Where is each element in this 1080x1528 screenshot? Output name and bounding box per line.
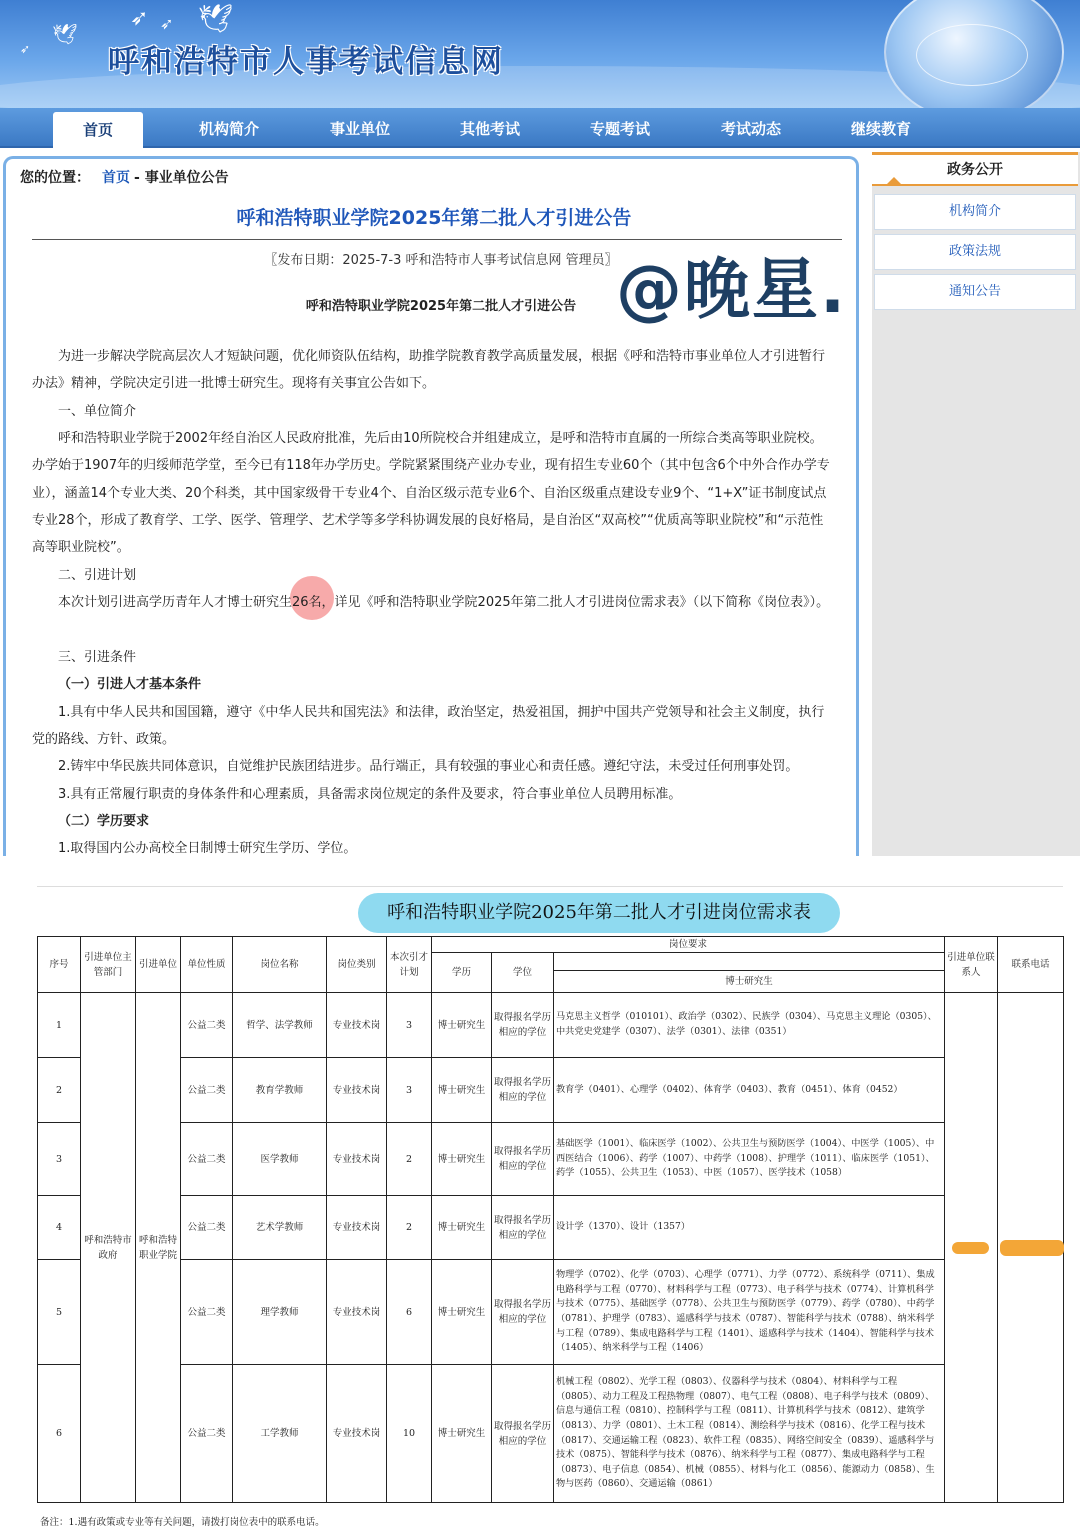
header-blank [554,953,945,971]
cell-majors: 基础医学（1001）、临床医学（1002）、公共卫生与预防医学（1004）、中医学（1005）、中西医结合（1006）、药学（1007）、中药学（1008）、护理学（1011）、临床医学（1051）、药学（1055）、公共卫生（1053）、中医（1057）、医学技术（1058） [554,1123,945,1196]
header-post: 岗位名称 [233,937,327,993]
cell-post: 艺术学教师 [233,1196,327,1260]
watermark: @晚星. [616,251,848,328]
subsection-heading: （二）学历要求 [58,814,150,829]
paragraph: 呼和浩特职业学院于2002年经自治区人民政府批准，先后由10所院校合并组建成立，是呼和浩特市直属的一所综合类高等职业院校。办学始于1907年的归绥师范学堂，至今已有118年办学历史。学院紧紧围绕产业办专业，现有招生专业60个（其中包含6个中外合作办学专业），涵盖14个专业大类、20个科类，其中国家级骨干专业4个、自治区级示范专业6个、自治区级重点建设专业9个、“1+X”证书制度试点专业28个，形成了教育学、工学、医学、管理学、艺术学等多学科协调发展的良好格局，是自治区“双高校”“优质高等职业院校”和“示范性高等职业院校”。 [32,431,830,556]
bird-icon: ➶ [20,42,31,56]
header-dept: 引进单位主管部门 [81,937,136,993]
paragraph: 2.铸牢中华民族共同体意识，自觉维护民族团结进步。品行端正，具有较强的事业心和责任感。遵纪守法，未受过任何刑事处罚。 [58,759,799,774]
nav-org-intro[interactable]: 机构简介 [198,120,259,138]
breadcrumb-label: 您的位置： [20,170,90,186]
header-degree: 学位 [492,953,554,993]
site-title: 呼和浩特市人事考试信息网 [108,44,504,80]
table-footnote: 备注：1.遇有政策或专业等有关问题，请拨打岗位表中的联系电话。 [40,1517,325,1528]
position-requirements-table [37,936,1064,1503]
cell-edu: 博士研究生 [432,1196,492,1260]
bird-icon: ➶ [160,14,174,33]
cell-no: 5 [38,1260,81,1365]
cell-no: 6 [38,1365,81,1503]
cell-majors: 教育学（0401）、心理学（0402）、体育学（0403）、教育（0451）、体育（0452） [554,1058,945,1123]
cell-nature: 公益二类 [181,1123,233,1196]
paragraph: 1.具有中华人民共和国国籍，遵守《中华人民共和国宪法》和法律，政治坚定，热爱祖国，拥护中国共产党领导和社会主义制度，执行党的路线、方针、政策。 [32,705,825,748]
cell-category: 专业技术岗 [327,1365,387,1503]
header-requirements: 岗位要求 [432,937,945,953]
header-nature: 单位性质 [181,937,233,993]
sidebar [872,152,1080,856]
paragraph: 本次计划引进高学历青年人才博士研究生26名，详见《呼和浩特职业学院2025年第二批人才引进岗位需求表》（以下简称《岗位表》）。 [58,595,830,610]
nav-other-exams[interactable]: 其他考试 [459,120,520,138]
cell-nature: 公益二类 [181,1058,233,1123]
paragraph: 1.取得国内公办高校全日制博士研究生学历、学位。 [58,841,357,856]
table-row [38,1196,1064,1260]
nav-continuing-edu[interactable]: 继续教育 [850,120,911,138]
table-title: 呼和浩特职业学院2025年第二批人才引进岗位需求表 [358,893,840,933]
dove-icon: 🕊 [198,2,234,35]
sidebar-item-notices[interactable]: 通知公告 [874,274,1076,310]
cell-category: 专业技术岗 [327,1196,387,1260]
main-nav [0,108,1080,148]
cell-nature: 公益二类 [181,1365,233,1503]
section-heading: 三、引进条件 [58,650,137,665]
nav-special-exams[interactable]: 专题考试 [589,120,650,138]
paragraph: 3.具有正常履行职责的身体条件和心理素质，具备需求岗位规定的条件及要求，符合事业单位人员聘用标准。 [58,787,682,802]
sidebar-item-org-intro[interactable]: 机构简介 [874,194,1076,230]
paragraph: 为进一步解决学院高层次人才短缺问题，优化师资队伍结构，助推学院教育教学高质量发展，根据《呼和浩特市事业单位人才引进暂行办法》精神，学院决定引进一批博士研究生。现将有关事宜公告如下。 [32,349,826,392]
cell-degree: 取得报名学历相应的学位 [492,1260,554,1365]
cell-degree: 取得报名学历相应的学位 [492,1365,554,1503]
cell-majors: 设计学（1370）、设计（1357） [554,1196,945,1260]
breadcrumb-home-link[interactable]: 首页 [102,170,130,186]
cell-category: 专业技术岗 [327,1260,387,1365]
redaction-mark [952,1242,989,1254]
cell-post: 理学教师 [233,1260,327,1365]
article-title: 呼和浩特职业学院2025年第二批人才引进公告 [236,207,632,229]
cell-count: 10 [387,1365,432,1503]
cell-count: 2 [387,1123,432,1196]
cell-majors: 机械工程（0802）、光学工程（0803）、仪器科学与技术（0804）、材料科学与工程（0805）、动力工程及工程热物理（0807）、电气工程（0808）、电子科学与技术（0809）、信息与通信工程（0810）、控制科学与工程（0811）、计算机科学与技术（0812）、建筑学（0813）、力学（0801）、土木工程（0814）、测绘科学与技术（0816）、化学工程与技术（0817）、交通运输工程（0823）、软件工程（0835）、网络空间安全（0839）、遥感科学与技术（0875）、智能科学与技术（0876）、纳米科学与工程（0877）、集成电路科学与工程（0873）、电子信息（0854）、机械（0855）、材料与化工（0856）、能源动力（0858）、生物与医药（0860）、交通运输（0861） [554,1365,945,1503]
table-row [38,1123,1064,1196]
section-heading: 二、引进计划 [58,568,137,583]
breadcrumb-current: 事业单位公告 [144,170,229,186]
sidebar-heading-label: 政务公开 [947,162,1003,178]
sidebar-item-policy[interactable]: 政策法规 [874,234,1076,270]
cell-edu: 博士研究生 [432,1365,492,1503]
header-no: 序号 [38,937,81,993]
header-contact: 引进单位联系人 [945,937,998,993]
cell-count: 6 [387,1260,432,1365]
cell-post: 医学教师 [233,1123,327,1196]
header-phd: 博士研究生 [554,971,945,993]
cell-degree: 取得报名学历相应的学位 [492,1123,554,1196]
cell-nature: 公益二类 [181,1196,233,1260]
globe-icon [884,0,1064,108]
site-banner [0,0,1080,108]
cell-edu: 博士研究生 [432,993,492,1058]
cell-no: 2 [38,1058,81,1123]
cell-count: 2 [387,1196,432,1260]
cell-no: 4 [38,1196,81,1260]
cell-no: 3 [38,1123,81,1196]
table-row [38,1058,1064,1123]
cell-unit: 呼和浩特职业学院 [136,993,181,1503]
nav-public-institutions[interactable]: 事业单位 [329,120,390,138]
header-count: 本次引才计划 [387,937,432,993]
cell-category: 专业技术岗 [327,993,387,1058]
header-category: 岗位类别 [327,937,387,993]
table-row [38,1260,1064,1365]
subsection-heading: （一）引进人才基本条件 [58,677,202,692]
cell-majors: 物理学（0702）、化学（0703）、心理学（0771）、力学（0772）、系统科学（0711）、集成电路科学与工程（0770）、材料科学与工程（0773）、电子科学与技术（0774）、计算机科学与技术（0775）、基础医学（0778）、公共卫生与预防医学（0779）、药学（0780）、中药学（0781）、护理学（0783）、遥感科学与技术（0787）、智能科学与技术（0788）、纳米科学与工程（0789）、集成电路科学与工程（1401）、遥感科学与技术（1404）、智能科学与技术（1405）、纳米科学与工程（1406） [554,1260,945,1365]
cell-edu: 博士研究生 [432,1260,492,1365]
cell-count: 3 [387,993,432,1058]
cell-dept: 呼和浩特市政府 [81,993,136,1503]
cell-category: 专业技术岗 [327,1058,387,1123]
nav-exam-news[interactable]: 考试动态 [720,120,781,138]
cell-degree: 取得报名学历相应的学位 [492,993,554,1058]
cell-count: 3 [387,1058,432,1123]
redaction-mark [1000,1240,1064,1256]
cell-nature: 公益二类 [181,1260,233,1365]
sidebar-heading [872,152,1078,186]
cell-degree: 取得报名学历相应的学位 [492,1196,554,1260]
section-heading: 一、单位简介 [58,404,137,419]
publish-info: 〖发布日期：2025-7-3 呼和浩特市人事考试信息网 管理员〗 [264,253,618,268]
cell-majors: 马克思主义哲学（010101）、政治学（0302）、民族学（0304）、马克思主义理论（0305）、中共党史党建学（0307）、法学（0301）、法律（0351） [554,993,945,1058]
header-phone: 联系电话 [998,937,1064,993]
cell-no: 1 [38,993,81,1058]
cell-nature: 公益二类 [181,993,233,1058]
cell-category: 专业技术岗 [327,1123,387,1196]
cell-post: 工学教师 [233,1365,327,1503]
cell-edu: 博士研究生 [432,1058,492,1123]
header-edu: 学历 [432,953,492,993]
bird-icon: ➶ [130,6,149,31]
nav-home[interactable]: 首页 [53,112,143,150]
table-row [38,1365,1064,1503]
dove-icon: 🕊 [52,22,78,46]
breadcrumb-sep: - [134,170,140,186]
triangle-marker-icon [886,177,902,185]
article-subtitle: 呼和浩特职业学院2025年第二批人才引进公告 [305,299,577,314]
header-unit: 引进单位 [136,937,181,993]
cell-degree: 取得报名学历相应的学位 [492,1058,554,1123]
breadcrumb [20,167,229,187]
cell-edu: 博士研究生 [432,1123,492,1196]
table-row [38,993,1064,1058]
cell-post: 教育学教师 [233,1058,327,1123]
cell-post: 哲学、法学教师 [233,993,327,1058]
